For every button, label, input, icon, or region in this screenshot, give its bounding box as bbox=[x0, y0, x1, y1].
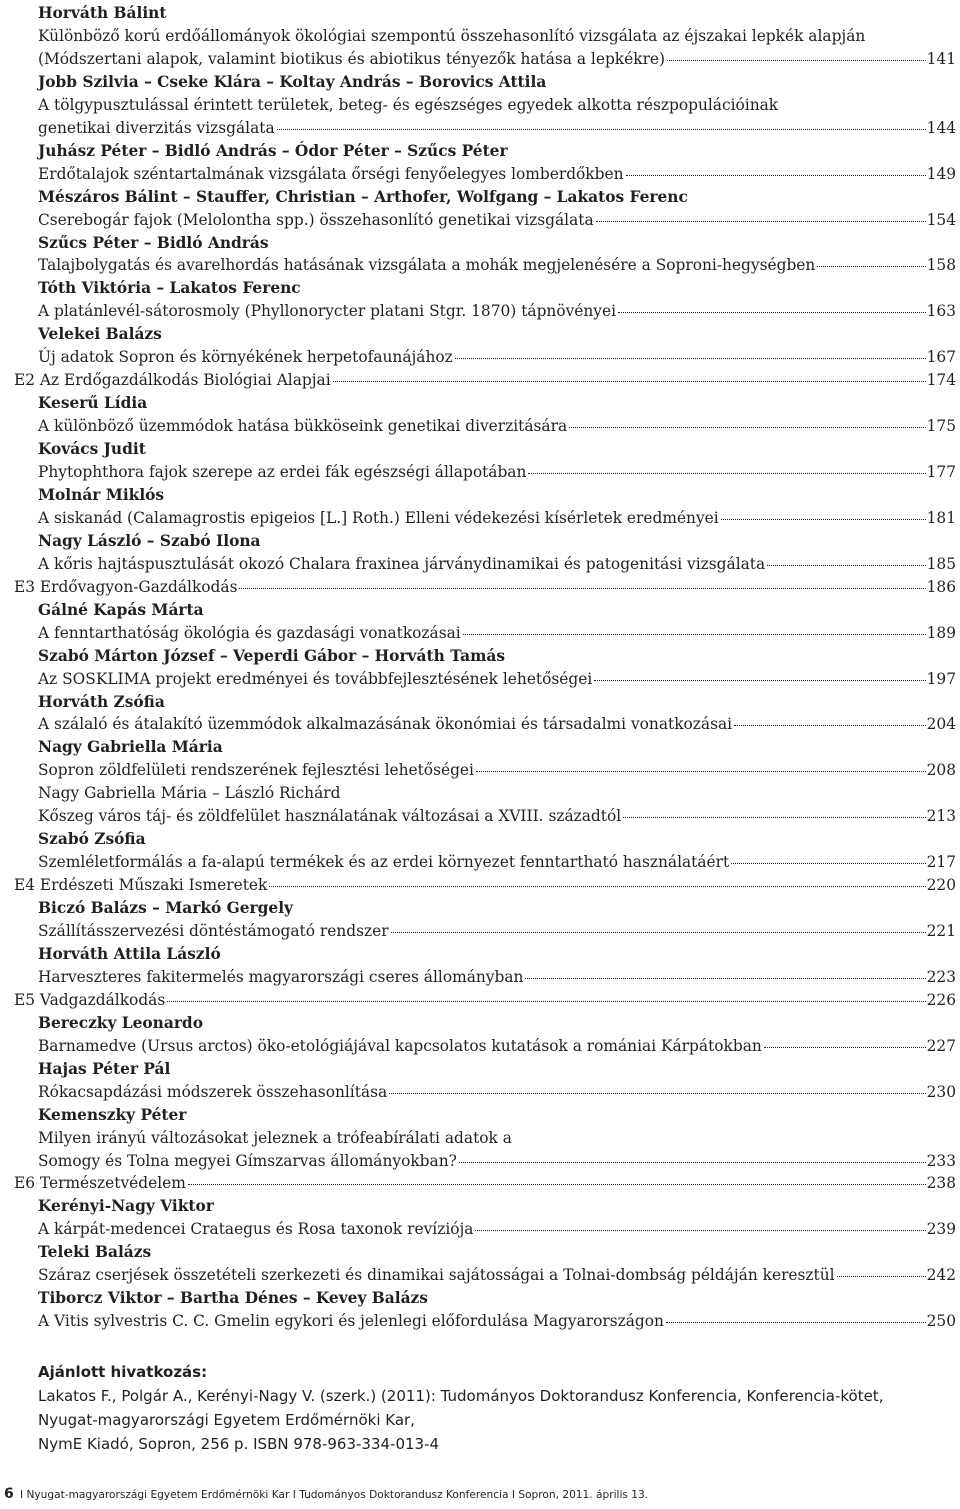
dot-leader bbox=[188, 1184, 926, 1185]
author-line: Tiborcz Viktor – Bartha Dénes – Kevey Balázs bbox=[38, 1289, 428, 1308]
entry-title: Kőszeg város táj- és zöldfelület használatának változásai a XVIII. századtól bbox=[38, 807, 622, 826]
page-ref: 223 bbox=[926, 967, 956, 986]
dot-leader bbox=[666, 1322, 926, 1323]
entry-title: A siskanád (Calamagrostis epigeios [L.] Roth.) Elleni védekezési kísérletek eredményei bbox=[38, 508, 719, 527]
toc-article-entry bbox=[38, 920, 956, 942]
toc-section-entry bbox=[14, 874, 956, 896]
entry-title: Barnamedve (Ursus arctos) öko-etológiájával kapcsolatos kutatások a romániai Kárpátokban bbox=[38, 1036, 762, 1055]
author-line: Hajas Péter Pál bbox=[38, 1059, 171, 1078]
entry-title: Új adatok Sopron és környékének herpetofaunájához bbox=[38, 348, 453, 367]
entry-title: A kárpát-medencei Crataegus és Rosa taxonok revíziója bbox=[38, 1220, 474, 1239]
recommended-citation bbox=[38, 1360, 883, 1456]
author-line: Tóth Viktória – Lakatos Ferenc bbox=[38, 279, 301, 298]
page-ref: 238 bbox=[926, 1174, 956, 1193]
entry-title: Talajbolygatás és avarelhordás hatásának vizsgálata a mohák megjelenésére a Soproni-hegységben bbox=[38, 256, 816, 275]
entry-title: Az SOSKLIMA projekt eredményei és továbbfejlesztésének lehetőségei bbox=[38, 669, 593, 688]
dot-leader bbox=[167, 1001, 925, 1002]
dot-leader bbox=[463, 634, 926, 635]
entry-title: Száraz cserjések összetételi szerkezeti és dinamikai sajátosságai a Tolnai-dombság példáján keresztül bbox=[38, 1266, 835, 1285]
entry-title: A fenntarthatóság ökológia és gazdasági vonatkozásai bbox=[38, 623, 461, 642]
entry-title: Szemléletformálás a fa-alapú termékek és az erdei környezet fenntartható használatáért bbox=[38, 853, 730, 872]
entry-title: Rókacsapdázási módszerek összehasonlítása bbox=[38, 1082, 388, 1101]
toc-article-entry bbox=[38, 507, 956, 529]
entry-title-line: Milyen irányú változásokat jeleznek a trófeabírálati adatok a bbox=[38, 1128, 512, 1147]
page-number: 6 bbox=[4, 1486, 14, 1502]
page-ref: 181 bbox=[926, 508, 956, 527]
toc-article-entry bbox=[38, 461, 956, 483]
entry-title: E4 Erdészeti Műszaki Ismeretek bbox=[14, 876, 268, 895]
toc-article-entry bbox=[38, 415, 956, 437]
toc-article-entry bbox=[38, 48, 956, 70]
page-ref: 167 bbox=[926, 348, 956, 367]
dot-leader bbox=[459, 1162, 926, 1163]
dot-leader bbox=[667, 60, 926, 61]
page-ref: 189 bbox=[926, 623, 956, 642]
entry-title: E6 Természetvédelem bbox=[14, 1174, 186, 1193]
dot-leader bbox=[731, 863, 925, 864]
author-line: Kovács Judit bbox=[38, 440, 146, 459]
dot-leader bbox=[455, 358, 926, 359]
entry-title: Erdőtalajok széntartalmának vizsgálata őrségi fenyőelegyes lomberdőkben bbox=[38, 164, 624, 183]
page-ref: 175 bbox=[926, 417, 956, 436]
toc-article-entry bbox=[38, 805, 956, 827]
author-line: Szűcs Péter – Bidló András bbox=[38, 233, 269, 252]
page-ref: 233 bbox=[926, 1151, 956, 1170]
toc-article-entry bbox=[38, 553, 956, 575]
author-line: Horváth Attila László bbox=[38, 944, 221, 963]
toc-article-entry bbox=[38, 1218, 956, 1240]
toc-article-entry bbox=[38, 346, 956, 368]
dot-leader bbox=[528, 473, 925, 474]
dot-leader bbox=[626, 175, 926, 176]
page-ref: 204 bbox=[926, 715, 956, 734]
entry-title: genetikai diverzitás vizsgálata bbox=[38, 118, 275, 137]
dot-leader bbox=[475, 1230, 925, 1231]
author-line: Velekei Balázs bbox=[38, 325, 162, 344]
dot-leader bbox=[764, 1047, 926, 1048]
dot-leader bbox=[734, 725, 926, 726]
page-ref: 208 bbox=[926, 761, 956, 780]
entry-title: (Módszertani alapok, valamint biotikus és abiotikus tényezők hatása a lepkékre) bbox=[38, 49, 666, 68]
dot-leader bbox=[277, 129, 926, 130]
toc-article-entry bbox=[38, 1081, 956, 1103]
toc-article-entry bbox=[38, 966, 956, 988]
author-line: Nagy Gabriella Mária bbox=[38, 738, 223, 757]
page-ref: 227 bbox=[926, 1036, 956, 1055]
page-ref: 144 bbox=[926, 118, 956, 137]
toc-article-entry bbox=[38, 1035, 956, 1057]
entry-title: A Vitis sylvestris C. C. Gmelin egykori és jelenlegi előfordulása Magyarországon bbox=[38, 1312, 664, 1331]
toc-section-entry bbox=[14, 989, 956, 1011]
author-line: Molnár Miklós bbox=[38, 485, 165, 504]
author-line: Bereczky Leonardo bbox=[38, 1013, 203, 1032]
page-ref: 250 bbox=[926, 1312, 956, 1331]
entry-title-line: A tölgypusztulással érintett területek, beteg- és egészséges egyedek alkotta részpopulációinak bbox=[38, 95, 779, 114]
author-line: Biczó Balázs – Markó Gergely bbox=[38, 899, 293, 918]
citation-line: NymE Kiadó, Sopron, 256 p. ISBN 978-963-334-013-4 bbox=[38, 1435, 440, 1453]
dot-leader bbox=[767, 565, 925, 566]
toc-article-entry bbox=[38, 622, 956, 644]
toc-section-entry bbox=[14, 1172, 956, 1194]
entry-title-line: Különböző korú erdőállományok ökológiai szempontú összehasonlító vizsgálata az éjszakai lepkék alapján bbox=[38, 26, 866, 45]
page-ref: 149 bbox=[926, 164, 956, 183]
author-line: Kemenszky Péter bbox=[38, 1105, 187, 1124]
dot-leader bbox=[594, 680, 925, 681]
dot-leader bbox=[596, 221, 926, 222]
author-line: Horváth Zsófia bbox=[38, 692, 165, 711]
page-ref: 185 bbox=[926, 554, 956, 573]
entry-title: Sopron zöldfelületi rendszerének fejlesztési lehetőségei bbox=[38, 761, 474, 780]
toc-section-entry bbox=[14, 576, 956, 598]
toc-article-entry bbox=[38, 668, 956, 690]
toc-article-entry bbox=[38, 851, 956, 873]
page-ref: 186 bbox=[926, 577, 956, 596]
dot-leader bbox=[618, 312, 926, 313]
entry-title: A kőris hajtáspusztulását okozó Chalara fraxinea járványdinamikai és patogenitási vizsgálata bbox=[38, 554, 766, 573]
dot-leader bbox=[623, 817, 925, 818]
author-line: Kerényi-Nagy Viktor bbox=[38, 1197, 214, 1216]
page-ref: 158 bbox=[926, 256, 956, 275]
citation-heading: Ajánlott hivatkozás: bbox=[38, 1363, 208, 1381]
entry-title: A különböző üzemmódok hatása bükköseink genetikai diverzitására bbox=[38, 417, 568, 436]
page-ref: 163 bbox=[926, 302, 956, 321]
page-footer bbox=[0, 1484, 960, 1504]
author-line: Szabó Zsófia bbox=[38, 830, 146, 849]
page-ref: 220 bbox=[926, 876, 956, 895]
toc-article-entry bbox=[38, 1264, 956, 1286]
toc-article-entry bbox=[38, 300, 956, 322]
author-line: Szabó Márton József – Veperdi Gábor – Horváth Tamás bbox=[38, 646, 506, 665]
author-line: Teleki Balázs bbox=[38, 1243, 152, 1262]
toc-section-entry bbox=[14, 369, 956, 391]
author-line: Gálné Kapás Márta bbox=[38, 600, 204, 619]
page-ref: 217 bbox=[926, 853, 956, 872]
toc-article-entry bbox=[38, 163, 956, 185]
dot-leader bbox=[389, 1093, 925, 1094]
author-line: Jobb Szilvia – Cseke Klára – Koltay András – Borovics Attila bbox=[38, 72, 547, 91]
entry-title: E5 Vadgazdálkodás bbox=[14, 990, 166, 1009]
citation-line: Lakatos F., Polgár A., Kerényi-Nagy V. (szerk.) (2011): Tudományos Doktorandusz Konferencia, Konferencia-kötet, bbox=[38, 1387, 884, 1405]
toc-article-entry bbox=[38, 1310, 956, 1332]
toc-article-entry bbox=[38, 117, 956, 139]
page-ref: 177 bbox=[926, 463, 956, 481]
entry-title: E3 Erdővagyon-Gazdálkodás bbox=[14, 577, 238, 596]
dot-leader bbox=[721, 519, 926, 520]
entry-title: Harveszteres fakitermelés magyarországi cseres állományban bbox=[38, 967, 524, 986]
author-line: Juhász Péter – Bidló András – Ódor Péter – Szűcs Péter bbox=[38, 141, 508, 160]
entry-title: E2 Az Erdőgazdálkodás Biológiai Alapjai bbox=[14, 371, 331, 390]
author-line: Nagy Gabriella Mária – László Richárd bbox=[38, 784, 341, 803]
entry-title: Szállításszervezési döntéstámogató rendszer bbox=[38, 922, 389, 940]
author-line: Nagy László – Szabó Ilona bbox=[38, 531, 261, 550]
entry-title: Phytophthora fajok szerepe az erdei fák egészségi állapotában bbox=[38, 463, 527, 481]
toc-article-entry bbox=[38, 759, 956, 781]
page-ref: 226 bbox=[926, 990, 956, 1009]
page-ref: 230 bbox=[926, 1082, 956, 1101]
page-ref: 154 bbox=[926, 210, 956, 229]
footer-text: I Nyugat-magyarországi Egyetem Erdőmérnöki Kar I Tudományos Doktorandusz Konferencia I Sopron, 2011. április 13. bbox=[20, 1489, 649, 1501]
page-ref: 213 bbox=[926, 807, 956, 826]
dot-leader bbox=[239, 588, 925, 589]
dot-leader bbox=[333, 381, 926, 382]
dot-leader bbox=[525, 978, 925, 979]
page-ref: 242 bbox=[926, 1266, 956, 1285]
dot-leader bbox=[391, 932, 926, 933]
dot-leader bbox=[569, 427, 925, 428]
toc-article-entry bbox=[38, 713, 956, 735]
dot-leader bbox=[837, 1276, 926, 1277]
entry-title: A szálaló és átalakító üzemmódok alkalmazásának ökonómiai és társadalmi vonatkozásai bbox=[38, 715, 733, 734]
author-line: Horváth Bálint bbox=[38, 4, 167, 22]
entry-title: Somogy és Tolna megyei Gímszarvas állományokban? bbox=[38, 1151, 457, 1170]
dot-leader bbox=[817, 266, 925, 267]
page-ref: 197 bbox=[926, 669, 956, 688]
page-ref: 174 bbox=[926, 371, 956, 390]
page-ref: 221 bbox=[926, 922, 956, 940]
toc-article-entry bbox=[38, 209, 956, 231]
page-ref: 141 bbox=[926, 49, 956, 68]
citation-line: Nyugat-magyarországi Egyetem Erdőmérnöki Kar, bbox=[38, 1411, 415, 1429]
toc-article-entry bbox=[38, 254, 956, 276]
entry-title: Cserebogár fajok (Melolontha spp.) összehasonlító genetikai vizsgálata bbox=[38, 210, 594, 229]
author-line: Mészáros Bálint – Stauffer, Christian – Arthofer, Wolfgang – Lakatos Ferenc bbox=[38, 187, 688, 206]
dot-leader bbox=[269, 886, 925, 887]
author-line: Keserű Lídia bbox=[38, 394, 148, 413]
entry-title: A platánlevél-sátorosmoly (Phyllonorycter platani Stgr. 1870) tápnövényei bbox=[38, 302, 617, 321]
dot-leader bbox=[476, 771, 926, 772]
toc-article-entry bbox=[38, 1150, 956, 1172]
page-ref: 239 bbox=[926, 1220, 956, 1239]
